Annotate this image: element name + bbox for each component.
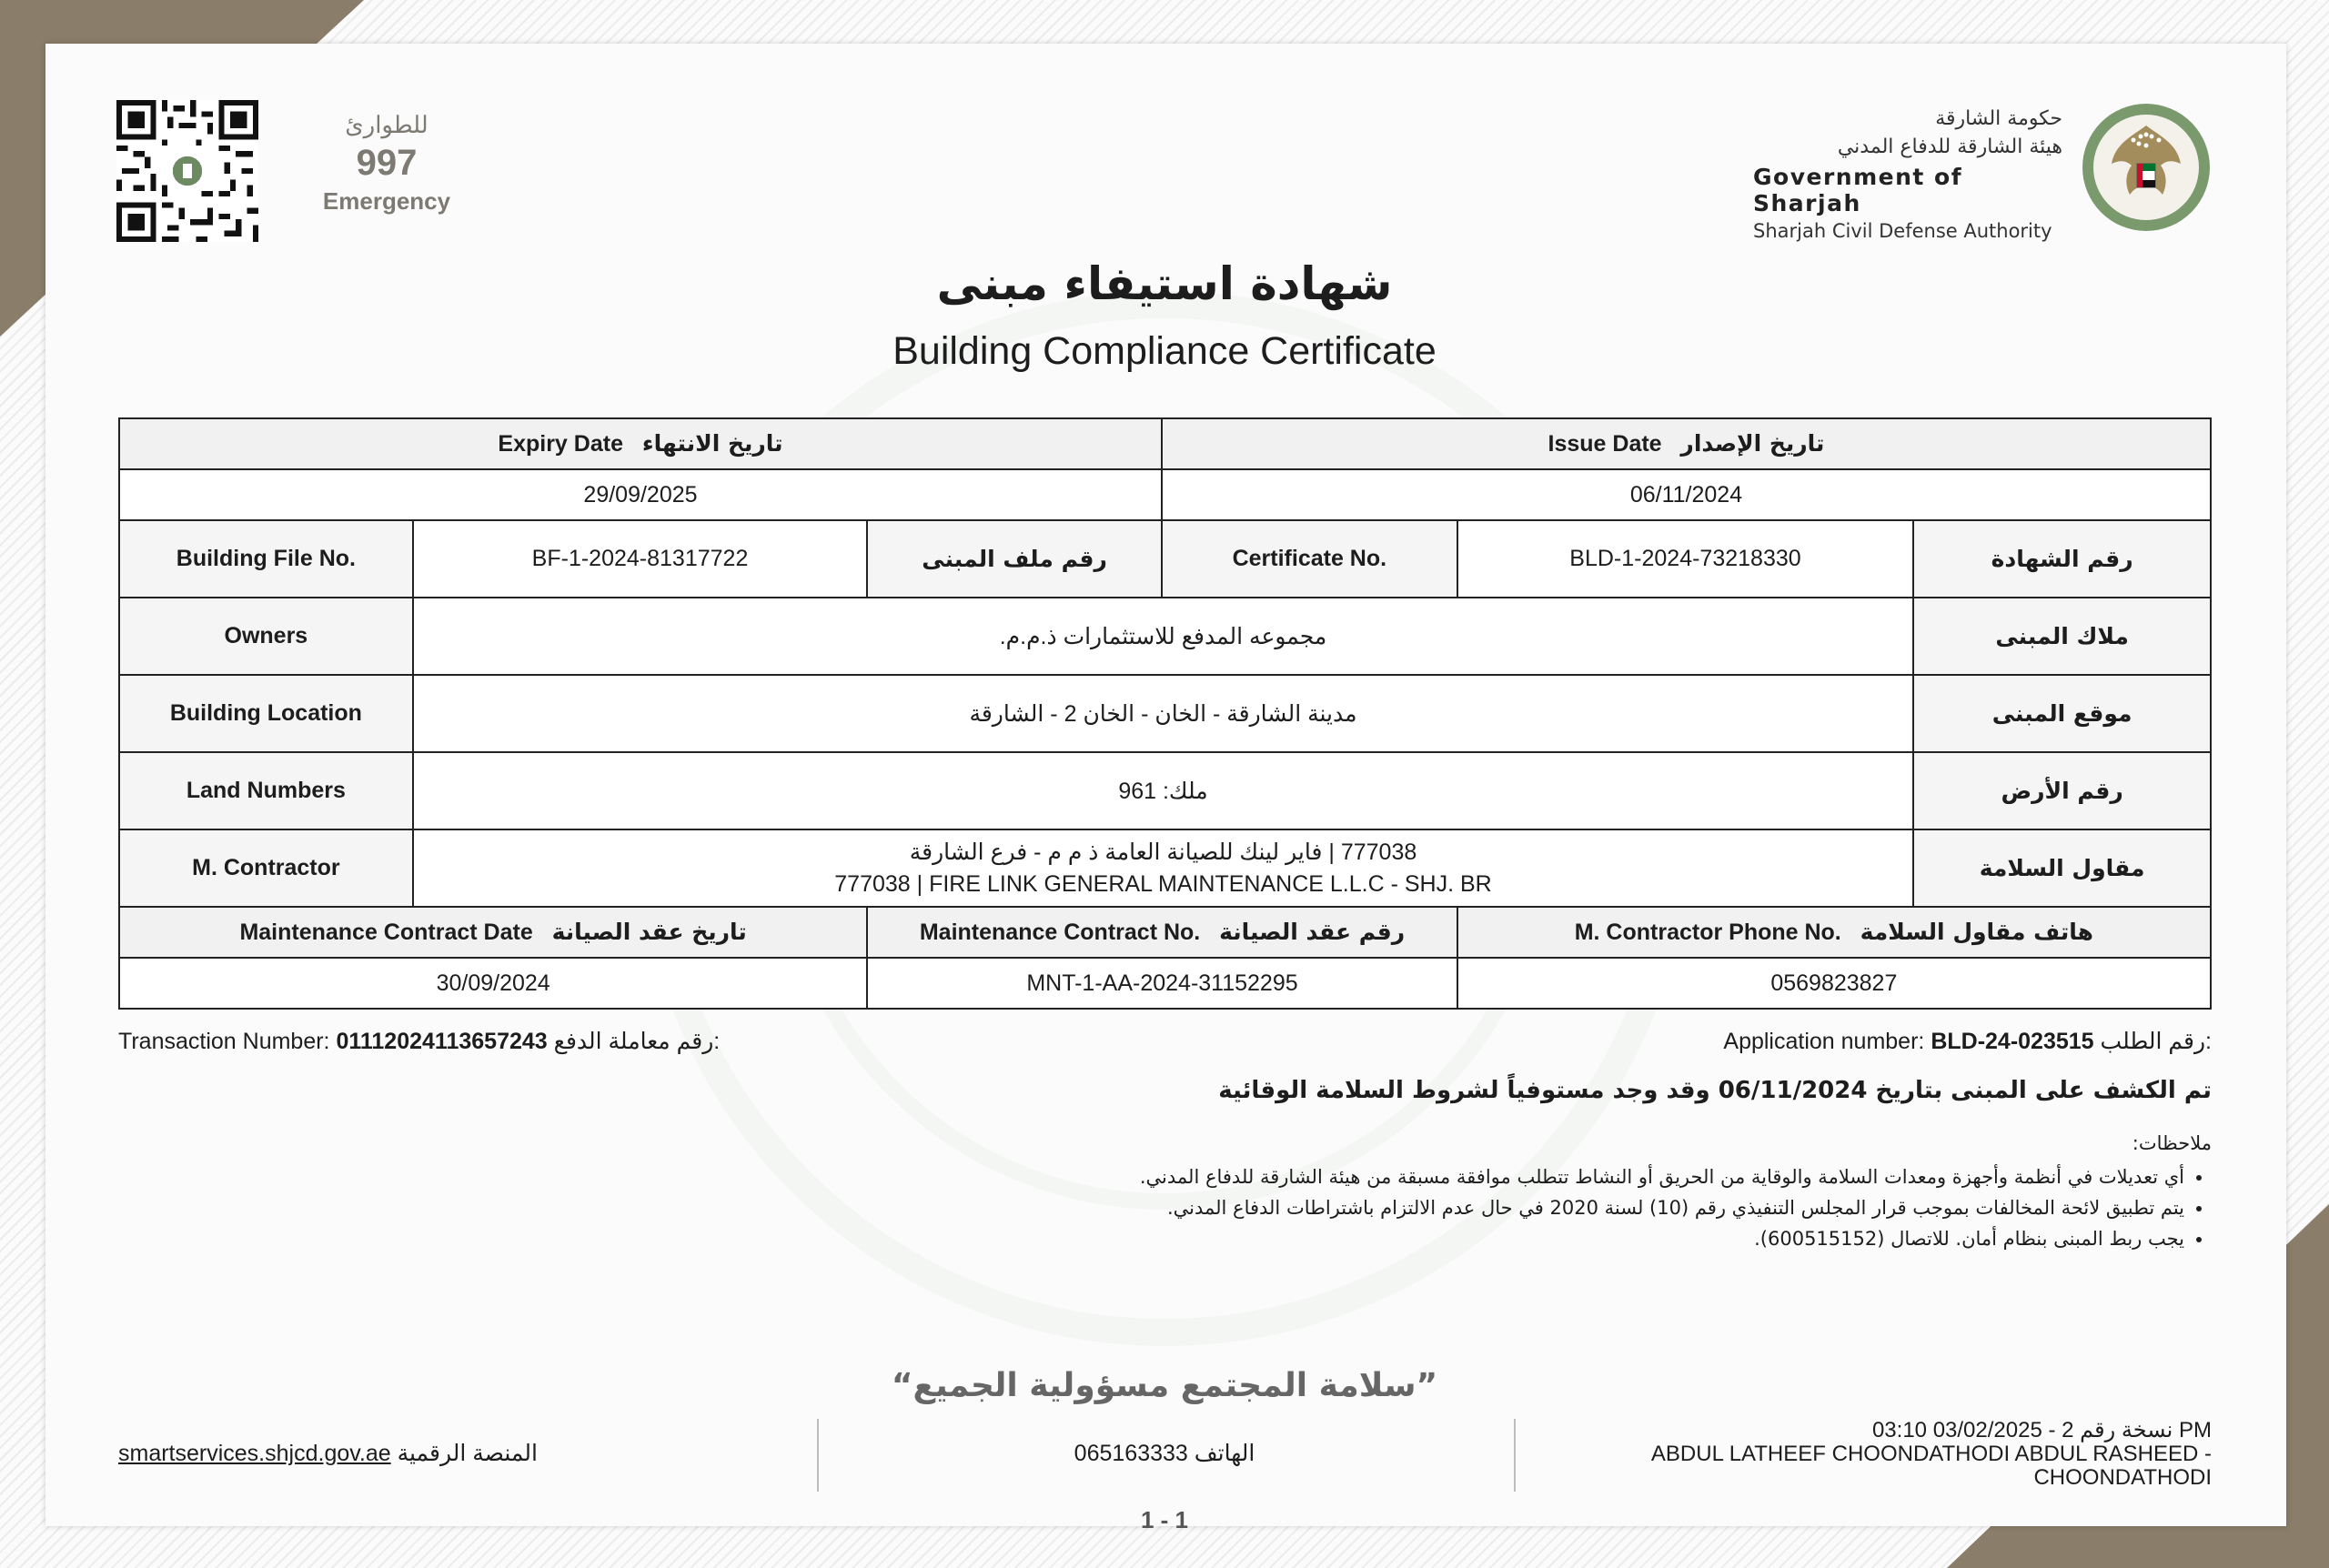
certificate-label-ar: رقم الشهادة <box>1913 520 2211 598</box>
building-file-value: BF-1-2024-81317722 <box>413 520 868 598</box>
website-link[interactable]: smartservices.shjcd.gov.ae <box>118 1441 391 1466</box>
issue-date-value: 06/11/2024 <box>1162 469 2211 520</box>
contractor-phone-header <box>1457 907 2211 958</box>
contractor-name-ar: 777038 | فاير لينك للصيانة العامة ذ م م - فرع الشارقة <box>909 839 1417 865</box>
contractor-label-ar: مقاول السلامة <box>1913 829 2211 907</box>
land-label-ar: رقم الأرض <box>1913 752 2211 829</box>
emergency-label-en: Emergency <box>322 187 451 215</box>
note-item: • يتم تطبيق لائحة المخالفات بموجب قرار المجلس التنفيذي رقم (10) لسنة 2020 في حال عدم الالتزام باشتراطات الدفاع المدني. <box>911 1197 2184 1219</box>
notes-list <box>911 1166 2212 1259</box>
note-item: • أي تعديلات في أنظمة وأجهزة ومعدات السلامة والوقاية من الحريق أو النشاط تتطلب موافقة مسبقة من هيئة الشارقة للدفاع المدني. <box>911 1166 2184 1188</box>
government-name-block <box>1753 107 2062 242</box>
maintenance-date-label-ar: تاريخ عقد الصيانة <box>551 919 747 945</box>
land-value: ملك: 961 <box>413 752 1913 829</box>
emergency-number: 997 <box>356 143 418 183</box>
contractor-label-en: M. Contractor <box>119 829 413 907</box>
sharjah-emblem-logo <box>2079 100 2213 235</box>
contractor-phone-label-ar: هاتف مقاول السلامة <box>1860 919 2094 945</box>
expiry-date-header <box>119 418 1162 469</box>
maintenance-no-header <box>867 907 1457 958</box>
footer-copy-info <box>1575 1419 2212 1492</box>
inspection-statement: تم الكشف على المبنى بتاريخ 06/11/2024 وقد وجد مستوفياً لشروط السلامة الوقائية <box>1218 1077 2212 1104</box>
issue-label-ar: تاريخ الإصدار <box>1680 430 1825 457</box>
authority-name-en: Sharjah Civil Defense Authority <box>1753 220 2052 242</box>
website-label-ar: المنصة الرقمية <box>397 1441 538 1466</box>
maintenance-date-value: 30/09/2024 <box>119 958 867 1009</box>
gov-name-en: Government of Sharjah <box>1753 164 1963 216</box>
location-value: مدينة الشارقة - الخان - الخان 2 - الشارقة <box>413 675 1913 752</box>
maintenance-date-label-en: Maintenance Contract Date <box>239 920 533 945</box>
transaction-value: 01112024113657243 <box>336 1029 548 1054</box>
maintenance-no-value: MNT-1-AA-2024-31152295 <box>867 958 1457 1009</box>
phone-label-ar: الهاتف <box>1194 1441 1255 1466</box>
certificate-value: BLD-1-2024-73218330 <box>1457 520 1914 598</box>
user-line-1: ABDUL LATHEEF CHOONDATHODI ABDUL RASHEED - <box>1650 1442 2212 1466</box>
owners-value: مجموعه المدفع للاستثمارات ذ.م.م. <box>413 598 1913 675</box>
application-value: BLD-24-023515 <box>1931 1029 2094 1054</box>
owners-label-en: Owners <box>119 598 413 675</box>
maintenance-no-label-ar: رقم عقد الصيانة <box>1219 919 1406 945</box>
expiry-label-ar: تاريخ الانتهاء <box>641 430 783 457</box>
user-line-2: CHOONDATHODI <box>2033 1465 2212 1490</box>
contractor-value <box>413 829 1913 907</box>
note-item: • يجب ربط المبنى بنظام أمان. للاتصال (600515152). <box>911 1228 2184 1250</box>
notes-title: ملاحظات: <box>2132 1132 2212 1154</box>
transaction-number <box>118 1028 720 1055</box>
phone-value: 065163333 <box>1074 1441 1188 1466</box>
certificate-title-ar: شهادة استيفاء مبنى <box>936 257 1393 310</box>
issue-label-en: Issue Date <box>1548 431 1662 457</box>
application-label-ar: رقم الطلب: <box>2100 1029 2212 1054</box>
application-label-en: Application number: <box>1723 1029 1925 1054</box>
footer-website <box>118 1440 538 1513</box>
land-label-en: Land Numbers <box>119 752 413 829</box>
footer-divider <box>1514 1419 1516 1492</box>
authority-name-ar: هيئة الشارقة للدفاع المدني <box>1837 136 2062 158</box>
expiry-label-en: Expiry Date <box>498 431 623 457</box>
certificate-label-en: Certificate No. <box>1162 520 1457 598</box>
qr-code <box>116 100 258 242</box>
transaction-label-en: Transaction Number: <box>118 1029 330 1054</box>
location-label-en: Building Location <box>119 675 413 752</box>
building-file-label-en: Building File No. <box>119 520 413 598</box>
emergency-block <box>305 111 469 216</box>
maintenance-no-label-en: Maintenance Contract No. <box>919 920 1201 945</box>
application-number <box>1723 1028 2212 1055</box>
certificate-table <box>118 417 2212 1010</box>
footer-divider <box>817 1419 819 1492</box>
owners-label-ar: ملاك المبنى <box>1913 598 2211 675</box>
contractor-name-en: 777038 | FIRE LINK GENERAL MAINTENANCE L.L.C - SHJ. BR <box>834 871 1492 897</box>
expiry-date-value: 29/09/2025 <box>119 469 1162 520</box>
certificate-title-en: Building Compliance Certificate <box>892 329 1437 373</box>
footer-phone <box>964 1440 1365 1513</box>
emergency-label-ar: للطوارئ <box>345 111 428 138</box>
location-label-ar: موقع المبنى <box>1913 675 2211 752</box>
contractor-phone-value: 0569823827 <box>1457 958 2211 1009</box>
slogan: “سلامة المجتمع مسؤولية الجميع” <box>891 1367 1438 1404</box>
page-number: 1 - 1 <box>1140 1506 1189 1533</box>
maintenance-date-header <box>119 907 867 958</box>
copy-line: نسخة رقم 2 - 03/02/2025 03:10 PM <box>1871 1418 2212 1442</box>
transaction-label-ar: رقم معاملة الدفع: <box>553 1029 721 1054</box>
gov-name-ar: حكومة الشارقة <box>1935 107 2062 130</box>
contractor-phone-label-en: M. Contractor Phone No. <box>1574 920 1841 945</box>
issue-date-header <box>1162 418 2211 469</box>
building-file-label-ar: رقم ملف المبنى <box>867 520 1162 598</box>
